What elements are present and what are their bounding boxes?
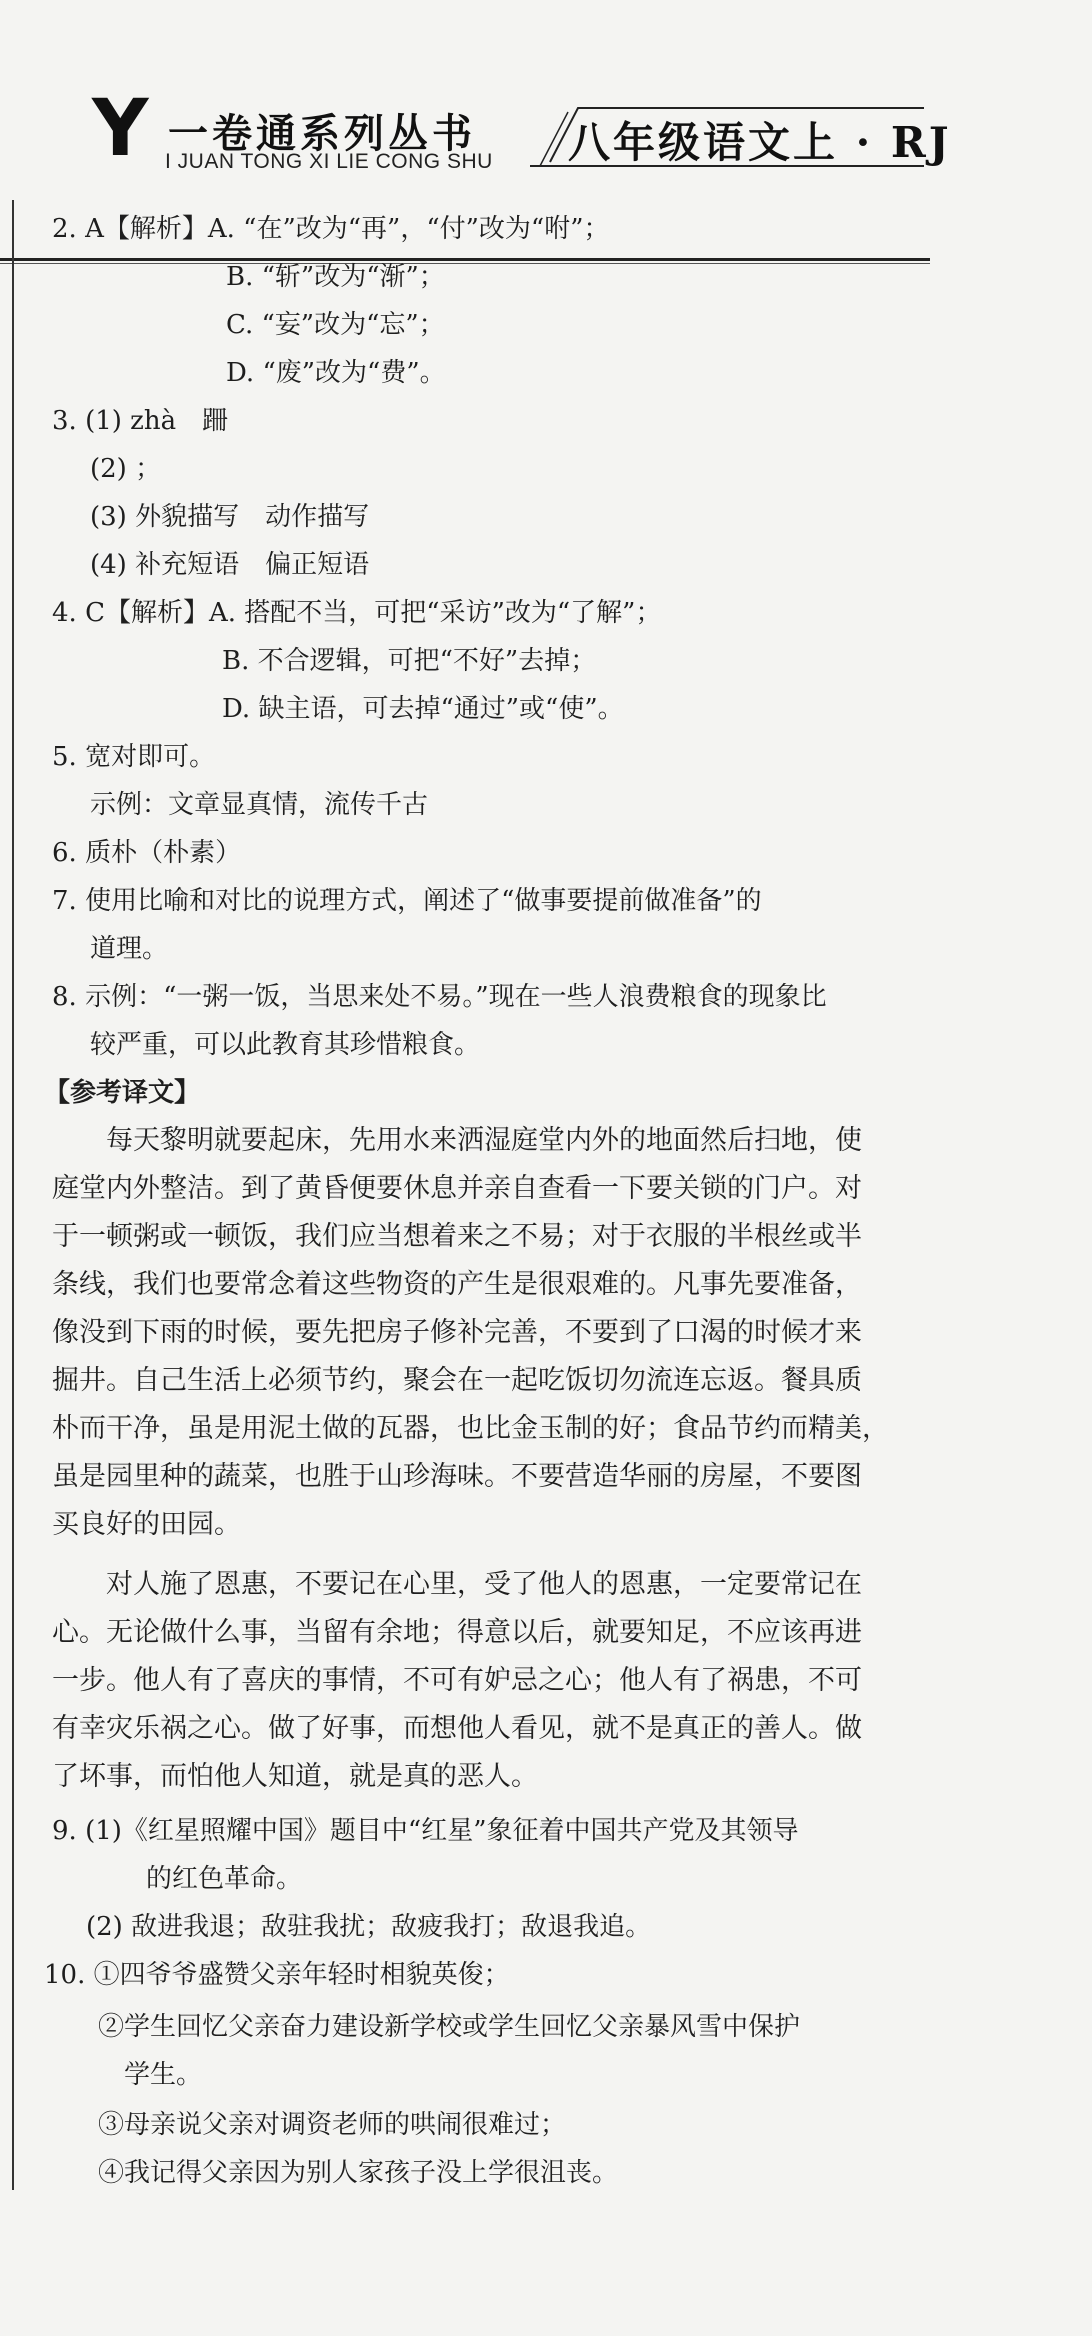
header-divider [0, 258, 930, 261]
answer-9-line: 的红色革命。 [146, 1864, 303, 1894]
answer-9-line: (2) 敌进我退；敌驻我扰；敌疲我打；敌退我追。 [86, 1912, 652, 1942]
translation-line: 虽是园里种的蔬菜，也胜于山珍海味。不要营造华丽的房屋，不要图 [52, 1461, 862, 1492]
series-title: 一卷通系列丛书 [168, 110, 476, 157]
answer-2-line: 2. A【解析】A. “在”改为“再”，“付”改为“咐”； [52, 214, 610, 244]
answer-5-line: 5. 宽对即可。 [52, 742, 216, 772]
translation-line: 买良好的田园。 [52, 1509, 241, 1540]
translation-line: 庭堂内外整洁。到了黄昏便要休息并亲自查看一下要关锁的门户。对 [52, 1173, 862, 1204]
grade-banner [528, 104, 952, 167]
page-header [0, 84, 952, 180]
answer-10-line: ③母亲说父亲对调资老师的哄闹很难过； [98, 2110, 567, 2140]
margin-rule [12, 200, 14, 2190]
answer-3-line: 3. (1) zhà 跚 [52, 406, 229, 436]
answer-10-line: 学生。 [124, 2060, 203, 2090]
translation-line: 朴而干净，虽是用泥土做的瓦器，也比金玉制的好；食品节约而精美， [52, 1413, 889, 1444]
translation-line: 了坏事，而怕他人知道，就是真的恶人。 [52, 1761, 538, 1792]
answer-10-line: 10. ①四爷爷盛赞父亲年轻时相貌英俊； [44, 1960, 510, 1990]
header-divider-thin [0, 263, 930, 264]
answer-4-line: D. 缺主语，可去掉“通过”或“使”。 [222, 694, 624, 724]
translation-line: 像没到下雨的时候，要先把房子修补完善，不要到了口渴的时候才来 [52, 1317, 862, 1348]
translation-heading: 【参考译文】 [44, 1078, 201, 1108]
answer-10-line: ②学生回忆父亲奋力建设新学校或学生回忆父亲暴风雪中保护 [98, 2012, 801, 2042]
answer-3-line: (3) 外貌描写 动作描写 [90, 502, 370, 532]
translation-line: 掘井。自己生活上必须节约，聚会在一起吃饭切勿流连忘返。餐具质 [52, 1365, 862, 1396]
translation-line: 条线，我们也要常念着这些物资的产生是很艰难的。凡事先要准备， [52, 1269, 862, 1300]
translation-line: 每天黎明就要起床，先用水来洒湿庭堂内外的地面然后扫地，使 [106, 1125, 862, 1156]
answer-10-line: ④我记得父亲因为别人家孩子没上学很沮丧。 [98, 2158, 619, 2188]
answer-7-line: 7. 使用比喻和对比的说理方式，阐述了“做事要提前做准备”的 [52, 886, 762, 916]
translation-line: 对人施了恩惠，不要记在心里，受了他人的恩惠，一定要常记在 [106, 1569, 862, 1600]
translation-line: 于一顿粥或一顿饭，我们应当想着来之不易；对于衣服的半根丝或半 [52, 1221, 862, 1252]
answer-8-line: 8. 示例：“一粥一饭，当思来处不易。”现在一些人浪费粮食的现象比 [52, 982, 827, 1012]
translation-line: 心。无论做什么事，当留有余地；得意以后，就要知足，不应该再进 [52, 1617, 862, 1648]
translation-line: 有幸灾乐祸之心。做了好事，而想他人看见，就不是真正的善人。做 [52, 1713, 862, 1744]
answer-5-line: 示例：文章显真情，流传千古 [90, 790, 429, 820]
series-pinyin: I JUAN TONG XI LIE CONG SHU [165, 150, 493, 173]
answer-4-line: 4. C【解析】A. 搭配不当，可把“采访”改为“了解”； [52, 598, 662, 628]
grade-label: 八年级语文上 · RJ [568, 118, 952, 167]
answer-9-line: 9. (1)《红星照耀中国》题目中“红星”象征着中国共产党及其领导 [52, 1816, 799, 1846]
answer-2-line: B. “斩”改为“渐”； [226, 262, 445, 292]
answer-8-line: 较严重，可以此教育其珍惜粮食。 [90, 1030, 481, 1060]
series-logo: Y [92, 84, 149, 174]
answer-2-line: C. “妄”改为“忘”； [226, 310, 445, 340]
answer-4-line: B. 不合逻辑，可把“不好”去掉； [222, 646, 597, 676]
translation-line: 一步。他人有了喜庆的事情，不可有妒忌之心；他人有了祸患，不可 [52, 1665, 862, 1696]
answer-6-line: 6. 质朴（朴素） [52, 838, 242, 868]
answer-3-line: (4) 补充短语 偏正短语 [90, 550, 370, 580]
answer-2-line: D. “废”改为“费”。 [226, 358, 446, 388]
answer-3-line: (2) ； [90, 454, 162, 484]
answer-7-line: 道理。 [90, 934, 169, 964]
